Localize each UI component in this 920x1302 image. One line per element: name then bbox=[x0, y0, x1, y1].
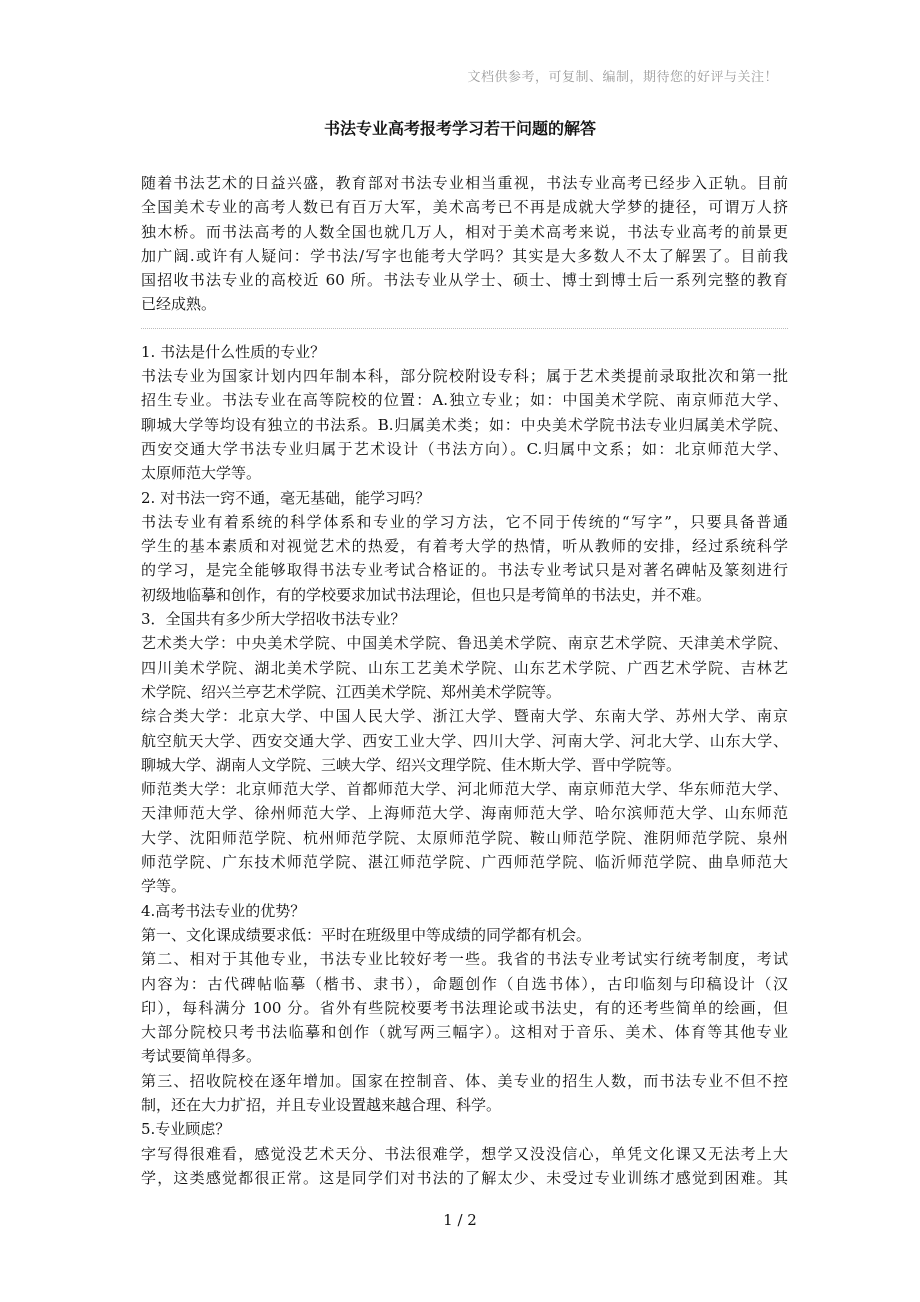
question-heading bbox=[141, 899, 788, 923]
paragraph-line: 考试要简单得多。 bbox=[141, 1047, 262, 1066]
paragraph-line: 西安交通大学书法专业归属于艺术设计（书法方向）。C.归属中文系；如：北京师范大学、 bbox=[141, 439, 788, 458]
paragraph-line: 印），每科满分 100 分。省外有些院校要考书法理论或书法史，有的还考些简单的绘画，但 bbox=[141, 998, 788, 1017]
paragraph-line: 综合类大学：北京大学、中国人民大学、浙江大学、暨南大学、东南大学、苏州大学、南京 bbox=[141, 707, 788, 726]
paragraph-line: 四川美术学院、湖北美术学院、山东工艺美术学院、山东艺术学院、广西艺术学院、吉林艺 bbox=[141, 658, 788, 677]
paragraph-line: 制，还在大力扩招，并且专业设置越来越合理、科学。 bbox=[141, 1095, 502, 1114]
paragraph-line: 第一、文化课成绩要求低：平时在班级里中等成绩的同学都有机会。 bbox=[141, 925, 592, 944]
paragraph-line: 聊城大学、湖南人文学院、三峡大学、绍兴文理学院、佳木斯大学、晋中学院等。 bbox=[141, 755, 682, 774]
paragraph bbox=[141, 1142, 788, 1191]
paragraph-line: 艺术类大学：中央美术学院、中国美术学院、鲁迅美术学院、南京艺术学院、天津美术学院、 bbox=[141, 634, 788, 653]
intro-paragraph bbox=[141, 171, 788, 317]
question-heading bbox=[141, 607, 788, 631]
paragraph bbox=[141, 631, 788, 704]
paragraph bbox=[141, 777, 788, 898]
paragraph bbox=[141, 364, 788, 485]
intro-line: 独木桥。而书法高考的人数全国也就几万人，相对于美术高考来说，书法专业高考的前景更 bbox=[141, 222, 788, 241]
paragraph-line: 2. 对书法一窍不通，毫无基础，能学习吗？ bbox=[141, 488, 431, 507]
paragraph-line: 3．全国共有多少所大学招收书法专业？ bbox=[141, 610, 406, 629]
question-heading bbox=[141, 486, 788, 510]
paragraph-line: 4.高考书法专业的优势？ bbox=[141, 901, 306, 920]
paragraph bbox=[141, 923, 788, 947]
paragraph-line: 第二、相对于其他专业，书法专业比较好考一些。我省的书法专业考试实行统考制度，考试 bbox=[141, 950, 788, 969]
paragraph bbox=[141, 1069, 788, 1118]
intro-line: 国招收书法专业的高校近 60 所。书法专业从学士、硕士、博士到博士后一系列完整的教育 bbox=[141, 271, 788, 290]
paragraph-line: 太原师范大学等。 bbox=[141, 464, 262, 483]
intro-line: 已经成熟。 bbox=[141, 295, 217, 314]
paragraph-line: 航空航天大学、西安交通大学、西安工业大学、四川大学、河南大学、河北大学、山东大学、 bbox=[141, 731, 788, 750]
paragraph-line: 字写得很难看，感觉没艺术天分、书法很难学，想学又没没信心，单凭文化课又无法考上大 bbox=[141, 1144, 788, 1163]
paragraph-line: 师范类大学：北京师范大学、首都师范大学、河北师范大学、南京师范大学、华东师范大学、 bbox=[141, 780, 788, 799]
paragraph-line: 5.专业顾虑？ bbox=[141, 1120, 231, 1139]
paragraph-line: 第三、招收院校在逐年增加。国家在控制音、体、美专业的招生人数，而书法专业不但不控 bbox=[141, 1071, 788, 1090]
question-heading bbox=[141, 340, 788, 364]
paragraph-line: 天津师范大学、徐州师范大学、上海师范大学、海南师范大学、哈尔滨师范大学、山东师范 bbox=[141, 804, 788, 823]
question-heading bbox=[141, 1117, 788, 1141]
paragraph-line: 大部分院校只考书法临摹和创作（就写两三幅字）。这相对于音乐、美术、体育等其他专业 bbox=[141, 1023, 788, 1042]
document-body bbox=[141, 171, 788, 1190]
paragraph-line: 书法专业有着系统的科学体系和专业的学习方法，它不同于传统的“写字”，只要具备普通 bbox=[141, 512, 788, 531]
intro-line: 随着书法艺术的日益兴盛，教育部对书法专业相当重视，书法专业高考已经步入正轨。目前 bbox=[141, 174, 788, 192]
paragraph-line: 学，这类感觉都很正常。这是同学们对书法的了解太少、未受过专业训练才感觉到困难。其 bbox=[141, 1168, 788, 1187]
page-number: 1 / 2 bbox=[443, 1211, 477, 1229]
paragraph-line: 初级地临摹和创作，有的学校要求加试书法理论，但也只是考简单的书法史，并不难。 bbox=[141, 585, 712, 604]
paragraph-line: 学等。 bbox=[141, 877, 187, 896]
intro-line: 全国美术专业的高考人数已有百万大军，美术高考已不再是成就大学梦的捷径，可谓万人挤 bbox=[141, 198, 788, 217]
paragraph bbox=[141, 704, 788, 777]
paragraph bbox=[141, 510, 788, 607]
paragraph-line: 书法专业为国家计划内四年制本科，部分院校附设专科；属于艺术类提前录取批次和第一批 bbox=[141, 367, 788, 386]
paragraph-line: 术学院、绍兴兰亭艺术学院、江西美术学院、郑州美术学院等。 bbox=[141, 682, 562, 701]
paragraph-line: 学生的基本素质和对视觉艺术的热爱，有着考大学的热情，听从教师的安排，经过系统科学 bbox=[141, 537, 788, 556]
paragraph-line: 聊城大学等均设有独立的书法系。B.归属美术类；如：中央美术学院书法专业归属美术学院、 bbox=[141, 415, 788, 434]
dotted-divider bbox=[141, 328, 788, 329]
paragraph-line: 内容为：古代碑帖临摹（楷书、隶书），命题创作（自选书体），古印临刻与印稿设计（汉 bbox=[141, 974, 788, 993]
intro-line: 加广阔.或许有人疑问：学书法/写字也能考大学吗？其实是大多数人不太了解罢了。目前我 bbox=[141, 246, 788, 265]
header-note: 文档供参考，可复制、编制，期待您的好评与关注！ bbox=[467, 70, 778, 85]
document-title: 书法专业高考报考学习若干问题的解答 bbox=[323, 119, 596, 138]
paragraph-line: 的学习，是完全能够取得书法专业考试合格证的。书法专业考试只是对著名碑帖及篆刻进行 bbox=[141, 561, 788, 580]
paragraph bbox=[141, 947, 788, 1068]
paragraph-line: 招生专业。书法专业在高等院校的位置：A.独立专业；如：中国美术学院、南京师范大学、 bbox=[141, 391, 788, 410]
sections bbox=[141, 340, 788, 1190]
paragraph-line: 1. 书法是什么性质的专业？ bbox=[141, 342, 326, 361]
paragraph-line: 大学、沈阳师范学院、杭州师范学院、太原师范学院、鞍山师范学院、淮阴师范学院、泉州 bbox=[141, 828, 788, 847]
paragraph-line: 师范学院、广东技术师范学院、湛江师范学院、广西师范学院、临沂师范学院、曲阜师范大 bbox=[141, 853, 788, 872]
